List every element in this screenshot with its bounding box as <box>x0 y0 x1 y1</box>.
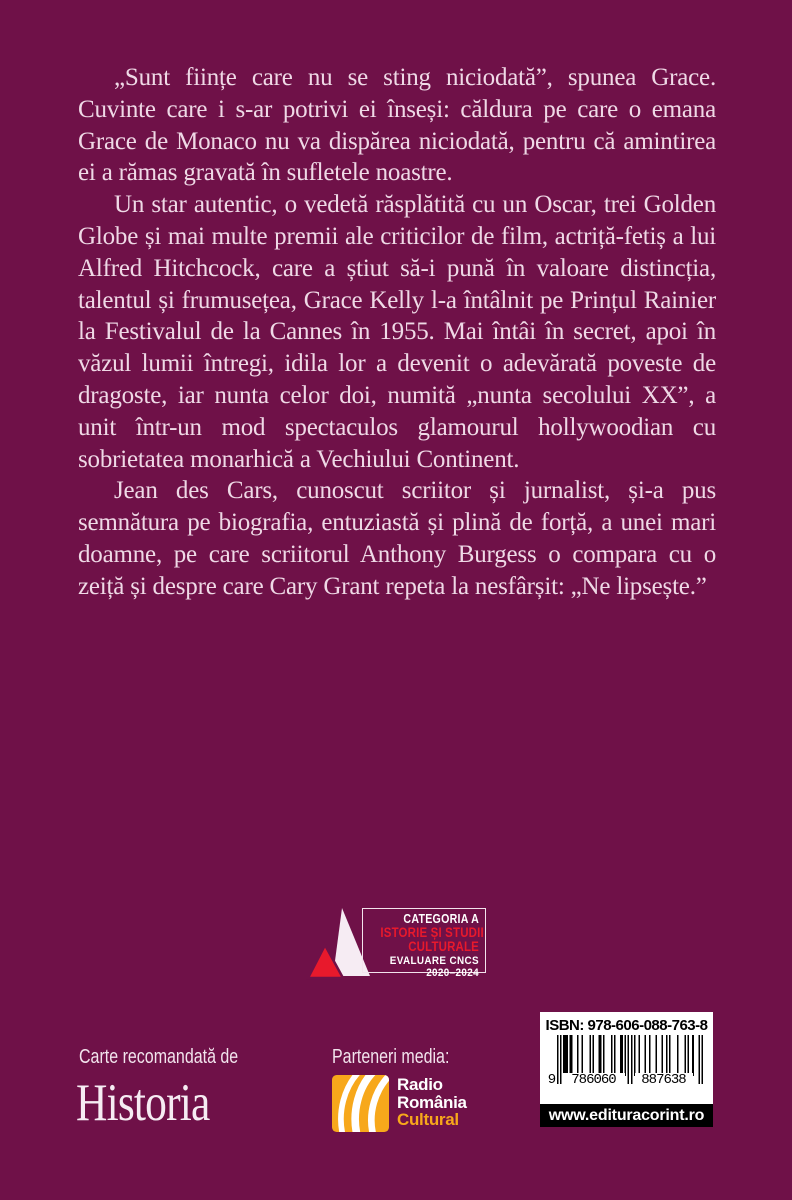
radio-logo-line3: Cultural <box>397 1110 459 1129</box>
radio-logo-line2: România <box>397 1092 467 1112</box>
recommended-by-label: Carte recomandată de <box>79 1046 239 1068</box>
radio-waves-icon <box>332 1075 389 1132</box>
radio-logo-text <box>397 1076 467 1129</box>
cncs-period-label: 2020–2024 <box>426 966 479 979</box>
back-cover-blurb <box>78 62 716 603</box>
media-partners-label: Parteneri media: <box>332 1046 450 1068</box>
barcode-digit-lead: 9 <box>547 1072 556 1088</box>
publisher-website: www.edituracorint.ro <box>540 1104 713 1127</box>
cncs-evaluation-label: EVALUARE CNCS <box>389 955 479 967</box>
radio-romania-cultural-logo <box>332 1075 492 1133</box>
cncs-category-label: CATEGORIA A <box>403 912 479 926</box>
cncs-badge <box>362 908 486 979</box>
radio-logo-line1: Radio <box>397 1075 443 1094</box>
barcode-panel <box>540 1012 713 1104</box>
cncs-field-line1: ISTORIE ȘI STUDII <box>380 925 484 940</box>
blurb-paragraph-3: Jean des Cars, cunoscut scriitor și jurnalist, și-a pus semnătura pe biografia, entuziastă și plină de forță, a unei mari doamne, pe care scriitorul Anthony Burgess o compara cu o zeiță și despre care Cary Grant repeta la nesfârșit: „Ne lipsește.” <box>78 477 716 600</box>
isbn-block <box>540 1012 713 1127</box>
ean13-barcode <box>547 1035 703 1088</box>
barcode-digits-right: 887638 <box>635 1073 693 1087</box>
barcode-digits-left: 786060 <box>563 1073 625 1087</box>
historia-logo: Historia <box>76 1074 210 1132</box>
blurb-paragraph-1: „Sunt ființe care nu se sting niciodată”, spunea Grace. Cuvinte care i s-ar potrivi ei înseși: căldura pe care o emana Grace de Monaco nu va dispărea niciodată, pentru că amintirea ei a rămas gravată în sufletele noastre. <box>78 64 716 187</box>
blurb-paragraph-2: Un star autentic, o vedetă răsplătită cu un Oscar, trei Golden Globe și mai multe premii ale criticilor de film, actriță-fetiș a lui Alfred Hitchcock, care a știut să-i pună în valoare distincția, talentul și frumusețea, Grace Kelly l-a întâlnit pe Prințul Rainier la Festivalul de la Cannes în 1955. Mai întâi în secret, apoi în văzul lumii întregi, idila lor a devenit o adevărată poveste de dragoste, iar nunta celor doi, numită „nunta secolului XX”, a unit într-un mod spectaculos glamourul hollywoodian cu sobrietatea monarhică a Vechiului Continent. <box>78 191 716 473</box>
cncs-field-line2: CULTURALE <box>408 938 479 954</box>
isbn-label: ISBN: 978-606-088-763-8 <box>545 1017 708 1034</box>
